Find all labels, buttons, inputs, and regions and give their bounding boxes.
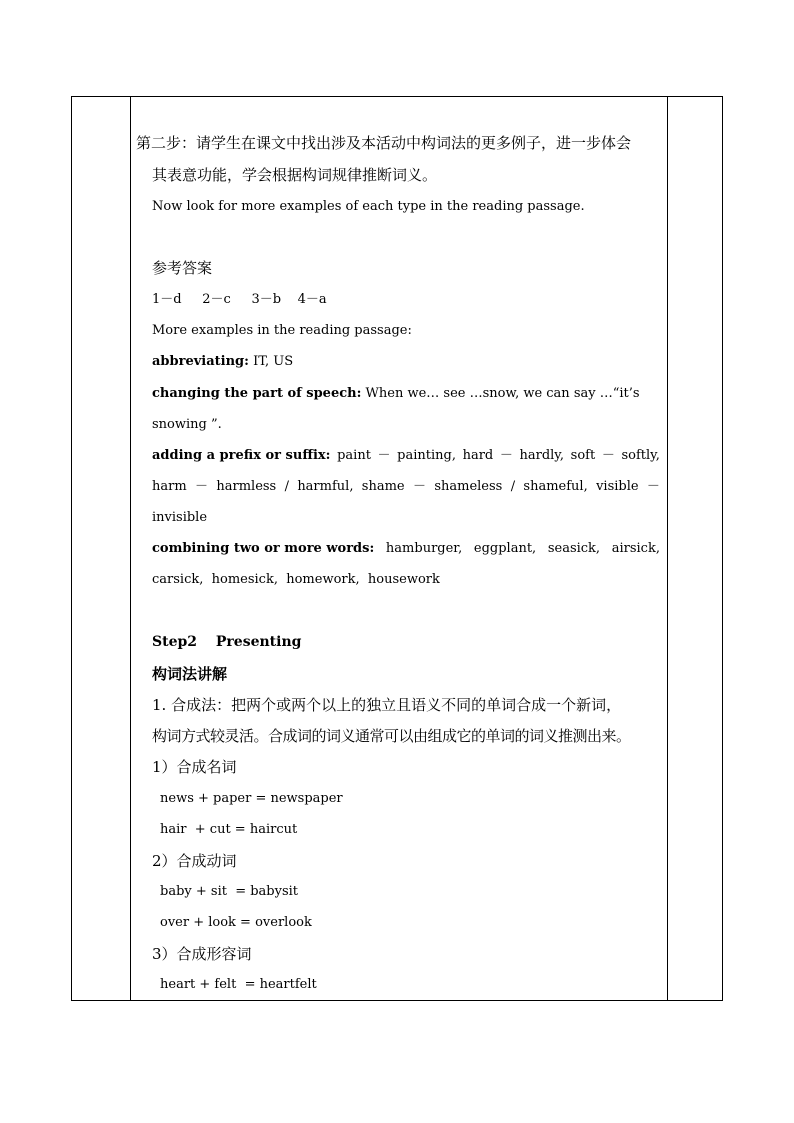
noun-example: news + paper = newspaper bbox=[160, 791, 343, 806]
step2-title: Presenting bbox=[215, 634, 302, 650]
prefix-word: paint bbox=[337, 448, 371, 463]
changing-line2: snowing ”. bbox=[152, 417, 222, 432]
verb-example: over + look = overlook bbox=[160, 915, 312, 930]
column-divider-left bbox=[130, 97, 131, 1000]
more-examples-intro: More examples in the reading passage: bbox=[152, 323, 412, 338]
abbreviating-label: abbreviating: bbox=[152, 354, 249, 369]
combining-word: airsick, bbox=[611, 541, 660, 556]
step1-instruction-en: Now look for more examples of each type in the reading passage. bbox=[152, 199, 585, 214]
adj-example: heart + felt = heartfelt bbox=[160, 977, 317, 992]
combining-line1 bbox=[152, 540, 660, 558]
verb-heading: 2）合成动词 bbox=[152, 852, 237, 870]
verb-example: baby + sit = babysit bbox=[160, 884, 299, 899]
prefix-word: soft bbox=[570, 448, 596, 463]
prefix-word: softly, bbox=[621, 448, 660, 463]
step2-label: Step2 bbox=[152, 634, 198, 650]
prefix-word: － bbox=[646, 479, 660, 494]
prefix-word: visible bbox=[596, 479, 639, 494]
explain-heading: 构词法讲解 bbox=[152, 665, 228, 683]
answer-heading: 参考答案 bbox=[152, 259, 213, 277]
prefix-word: － bbox=[377, 448, 391, 463]
step1-instruction-line1: 第二步：请学生在课文中找出涉及本活动中构词法的更多例子，进一步体会 bbox=[136, 134, 632, 152]
abbreviating-text: IT, US bbox=[253, 354, 294, 369]
answer-key: 1－d 2－c 3－b 4－a bbox=[152, 292, 327, 307]
combining-word: seasick, bbox=[547, 541, 601, 556]
combining-line2: carsick, homesick, homework, housework bbox=[152, 572, 440, 587]
noun-example: hair + cut = haircut bbox=[160, 822, 298, 837]
prefix-line2 bbox=[152, 478, 660, 496]
prefix-word: － bbox=[412, 479, 426, 494]
point1-line1: 1. 合成法：把两个或两个以上的独立且语义不同的单词合成一个新词， bbox=[152, 696, 622, 714]
prefix-word: － bbox=[601, 448, 615, 463]
adj-heading: 3）合成形容词 bbox=[152, 945, 252, 963]
combining-label: combining two or more words: bbox=[152, 541, 375, 556]
prefix-word: hard bbox=[462, 448, 494, 463]
point1-line2: 构词方式较灵活。合成词的词义通常可以由组成它的单词的词义推测出来。 bbox=[152, 727, 631, 745]
prefix-word: harm bbox=[152, 479, 187, 494]
changing-label: changing the part of speech: bbox=[152, 386, 362, 401]
prefix-word: － bbox=[195, 479, 209, 494]
step2-heading bbox=[152, 633, 301, 651]
combining-word: hamburger, bbox=[385, 541, 463, 556]
prefix-word: shame bbox=[361, 479, 405, 494]
abbreviating-line bbox=[152, 353, 293, 371]
column-divider-right bbox=[667, 97, 668, 1000]
prefix-word: shameless bbox=[434, 479, 503, 494]
combining-word: eggplant, bbox=[473, 541, 537, 556]
prefix-word: hardly, bbox=[519, 448, 565, 463]
prefix-word: － bbox=[499, 448, 513, 463]
prefix-label: adding a prefix or suffix: bbox=[152, 448, 331, 463]
step1-instruction-line2: 其表意功能，学会根据构词规律推断词义。 bbox=[152, 166, 438, 184]
prefix-line3: invisible bbox=[152, 510, 208, 525]
changing-text: When we… see …snow, we can say …“it’s bbox=[365, 386, 640, 401]
prefix-word: shameful, bbox=[523, 479, 588, 494]
prefix-line1 bbox=[152, 447, 660, 465]
prefix-word: / bbox=[510, 479, 516, 494]
prefix-word: harmful, bbox=[297, 479, 354, 494]
prefix-word: painting, bbox=[397, 448, 456, 463]
prefix-word: harmless bbox=[216, 479, 277, 494]
noun-heading: 1）合成名词 bbox=[152, 758, 237, 776]
changing-line1 bbox=[152, 385, 640, 403]
prefix-word: / bbox=[284, 479, 289, 494]
